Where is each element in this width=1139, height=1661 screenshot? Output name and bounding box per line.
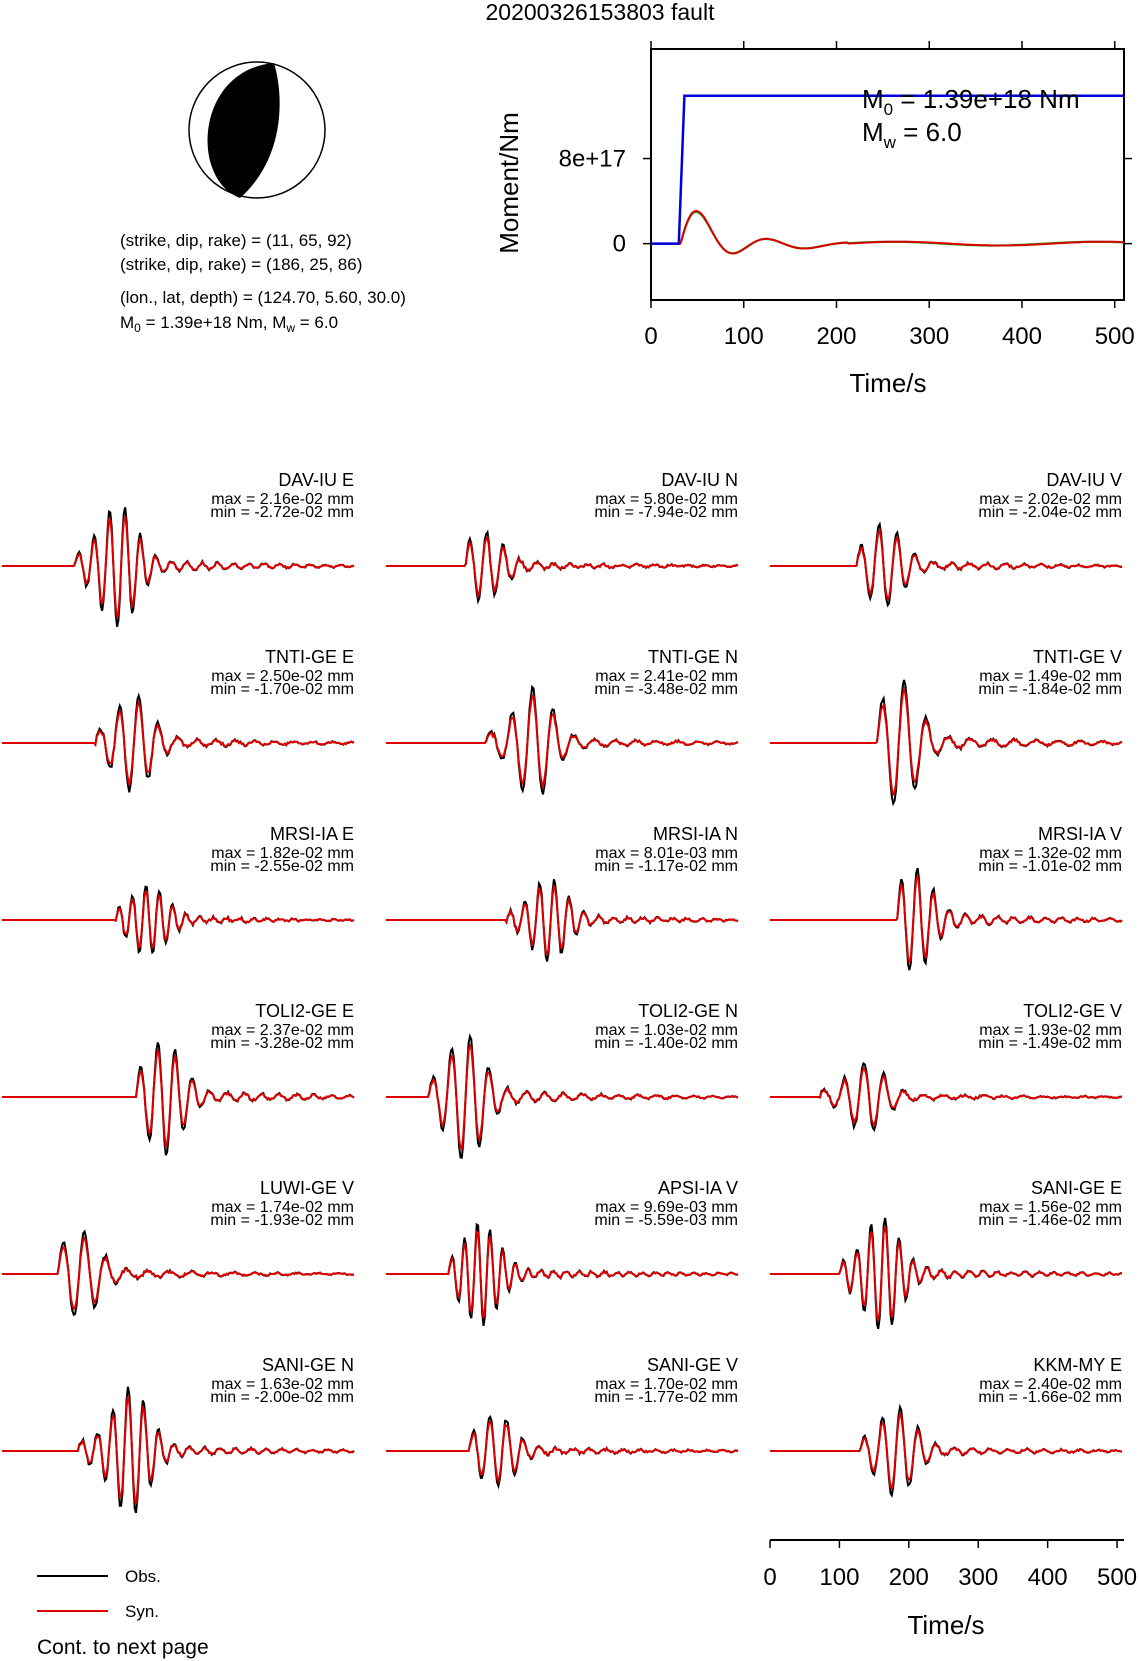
station-min-label: min = -1.70e-02 mm xyxy=(210,681,354,698)
station-label: TOLI2-GE V xyxy=(1023,1001,1122,1021)
station-max-label: max = 1.03e-02 mm xyxy=(595,1022,738,1039)
continuation-note: Cont. to next page xyxy=(37,1636,209,1659)
station-min-label: min = -2.72e-02 mm xyxy=(210,504,354,521)
waveform-xtick-label: 0 xyxy=(763,1564,777,1591)
waveform-panel xyxy=(386,1355,738,1486)
waveform-panel xyxy=(770,647,1122,803)
station-max-label: max = 1.70e-02 mm xyxy=(595,1376,738,1393)
waveform-xtick-label: 400 xyxy=(1027,1564,1068,1591)
moment-xtick-label: 100 xyxy=(723,323,764,350)
synthetic-trace xyxy=(770,531,1122,600)
station-max-label: max = 1.63e-02 mm xyxy=(211,1376,354,1393)
station-max-label: max = 2.41e-02 mm xyxy=(595,668,738,685)
moment-panel xyxy=(494,41,1135,398)
synthetic-trace xyxy=(2,1238,354,1309)
moment-ytick-label: 0 xyxy=(612,230,626,258)
station-label: TOLI2-GE E xyxy=(255,1001,354,1021)
station-max-label: max = 2.16e-02 mm xyxy=(211,491,354,508)
station-max-label: max = 1.32e-02 mm xyxy=(979,845,1122,862)
station-min-label: min = -1.49e-02 mm xyxy=(978,1035,1122,1052)
waveform-panel xyxy=(386,647,738,794)
mechanism-line-1: (strike, dip, rake) = (11, 65, 92) xyxy=(120,231,352,250)
waveform-grid xyxy=(2,470,1122,1513)
moment-m0-annotation: $M_0 = 1.39e+18$ Nm xyxy=(862,84,1080,119)
station-label: DAV-IU V xyxy=(1046,470,1122,490)
waveform-panel xyxy=(770,1178,1122,1329)
station-min-label: min = -1.77e-02 mm xyxy=(594,1389,738,1406)
location-line: (lon., lat, depth) = (124.70, 5.60, 30.0) xyxy=(120,288,406,307)
station-label: LUWI-GE V xyxy=(259,1178,354,1198)
station-max-label: max = 2.40e-02 mm xyxy=(979,1376,1122,1393)
mechanism-info xyxy=(120,231,406,335)
station-max-label: max = 1.49e-02 mm xyxy=(979,668,1122,685)
waveform-panel xyxy=(770,1355,1122,1495)
station-max-label: max = 8.01e-03 mm xyxy=(595,845,738,862)
waveform-panel xyxy=(386,824,738,962)
synthetic-trace xyxy=(770,876,1122,963)
waveform-panel xyxy=(386,470,738,601)
station-max-label: max = 1.74e-02 mm xyxy=(211,1199,354,1216)
moment-xtick-label: 300 xyxy=(909,323,950,350)
synthetic-trace xyxy=(770,1414,1122,1489)
synthetic-trace xyxy=(386,1422,738,1481)
observed-trace xyxy=(386,687,738,794)
station-min-label: min = -2.55e-02 mm xyxy=(210,858,354,875)
station-label: TNTI-GE V xyxy=(1033,647,1122,667)
waveform-panel xyxy=(2,1178,354,1315)
synthetic-trace xyxy=(770,1069,1122,1126)
moment-xtick-label: 0 xyxy=(644,323,658,350)
station-min-label: min = -3.48e-02 mm xyxy=(594,681,738,698)
moment-mw-annotation: $M_w = 6.0$ xyxy=(862,117,962,152)
station-min-label: min = -1.17e-02 mm xyxy=(594,858,738,875)
moment-xlabel: Time/s xyxy=(849,368,927,398)
synthetic-trace xyxy=(386,1232,738,1318)
station-min-label: min = -1.66e-02 mm xyxy=(978,1389,1122,1406)
station-min-label: min = -5.59e-03 mm xyxy=(594,1212,738,1229)
station-min-label: min = -2.04e-02 mm xyxy=(978,504,1122,521)
legend xyxy=(37,1567,161,1621)
legend-syn-label: Syn. xyxy=(125,1602,160,1621)
station-label: DAV-IU N xyxy=(661,470,738,490)
waveform-xtick-label: 200 xyxy=(888,1564,929,1591)
legend-obs-label: Obs. xyxy=(125,1567,161,1586)
beachball xyxy=(189,62,325,198)
station-max-label: max = 5.80e-02 mm xyxy=(595,491,738,508)
station-label: TNTI-GE E xyxy=(265,647,354,667)
moment-xtick-label: 400 xyxy=(1001,323,1043,350)
moment-rate-red-line xyxy=(651,211,1124,254)
synthetic-trace xyxy=(386,1046,738,1149)
moment-curves xyxy=(651,96,1124,254)
synthetic-trace xyxy=(770,689,1122,794)
moment-xtick-label: 200 xyxy=(816,323,857,350)
waveform-panel xyxy=(386,1178,738,1326)
synthetic-trace xyxy=(2,516,354,618)
station-label: DAV-IU E xyxy=(278,470,354,490)
station-max-label: max = 2.50e-02 mm xyxy=(211,668,354,685)
station-min-label: min = -2.00e-02 mm xyxy=(210,1389,354,1406)
station-label: SANI-GE E xyxy=(1030,1178,1122,1198)
station-label: SANI-GE N xyxy=(261,1355,354,1375)
synthetic-trace xyxy=(2,892,354,948)
station-min-label: min = -1.84e-02 mm xyxy=(978,681,1122,698)
waveform-panel xyxy=(2,647,354,792)
station-max-label: max = 2.37e-02 mm xyxy=(211,1022,354,1039)
waveform-panel xyxy=(2,470,354,627)
station-max-label: max = 2.02e-02 mm xyxy=(979,491,1122,508)
waveform-panel xyxy=(386,1001,738,1158)
station-min-label: min = -7.94e-02 mm xyxy=(594,504,738,521)
waveform-xtick-label: 300 xyxy=(958,1564,999,1591)
moment-ylabel: Moment/Nm xyxy=(494,112,524,254)
station-label: MRSI-IA E xyxy=(269,824,354,844)
waveform-panel xyxy=(770,1001,1122,1130)
synthetic-trace xyxy=(2,1396,354,1503)
waveform-xlabel: Time/s xyxy=(907,1610,985,1640)
waveform-panel xyxy=(2,1355,354,1513)
moment-xtick-label: 500 xyxy=(1094,323,1135,350)
station-max-label: max = 1.82e-02 mm xyxy=(211,845,354,862)
waveform-xtick-label: 500 xyxy=(1097,1564,1138,1591)
figure-title: 20200326153803 fault xyxy=(485,0,715,25)
station-max-label: max = 1.56e-02 mm xyxy=(979,1199,1122,1216)
station-min-label: min = -3.28e-02 mm xyxy=(210,1035,354,1052)
mechanism-line-2: (strike, dip, rake) = (186, 25, 86) xyxy=(120,255,363,274)
station-label: APSI-IA V xyxy=(657,1178,738,1198)
observed-trace xyxy=(770,680,1122,804)
synthetic-trace xyxy=(386,885,738,955)
station-min-label: min = -1.93e-02 mm xyxy=(210,1212,354,1229)
waveform-panel xyxy=(770,824,1122,970)
waveform-panel xyxy=(2,824,354,952)
station-min-label: min = -1.40e-02 mm xyxy=(594,1035,738,1052)
waveform-panel xyxy=(2,1001,354,1155)
station-max-label: max = 9.69e-03 mm xyxy=(595,1199,738,1216)
station-label: MRSI-IA N xyxy=(652,824,738,844)
station-max-label: max = 1.93e-02 mm xyxy=(979,1022,1122,1039)
synthetic-trace xyxy=(770,1226,1122,1320)
waveform-panel xyxy=(770,470,1122,605)
station-label: TNTI-GE N xyxy=(648,647,738,667)
waveform-xtick-label: 100 xyxy=(819,1564,860,1591)
station-label: TOLI2-GE N xyxy=(638,1001,738,1021)
observed-trace xyxy=(770,524,1122,605)
synthetic-trace xyxy=(2,703,354,785)
station-min-label: min = -1.01e-02 mm xyxy=(978,858,1122,875)
station-min-label: min = -1.46e-02 mm xyxy=(978,1212,1122,1229)
synthetic-trace xyxy=(386,695,738,786)
station-label: KKM-MY E xyxy=(1033,1355,1122,1375)
moment-ytick-label: 8e+17 xyxy=(558,145,626,173)
station-label: SANI-GE V xyxy=(646,1355,738,1375)
waveform-time-axis xyxy=(763,1540,1137,1640)
synthetic-trace xyxy=(386,537,738,596)
magnitude-line: $M_0 = 1.39e+18$ Nm, $M_w = 6.0$ xyxy=(120,313,339,335)
station-label: MRSI-IA V xyxy=(1037,824,1122,844)
